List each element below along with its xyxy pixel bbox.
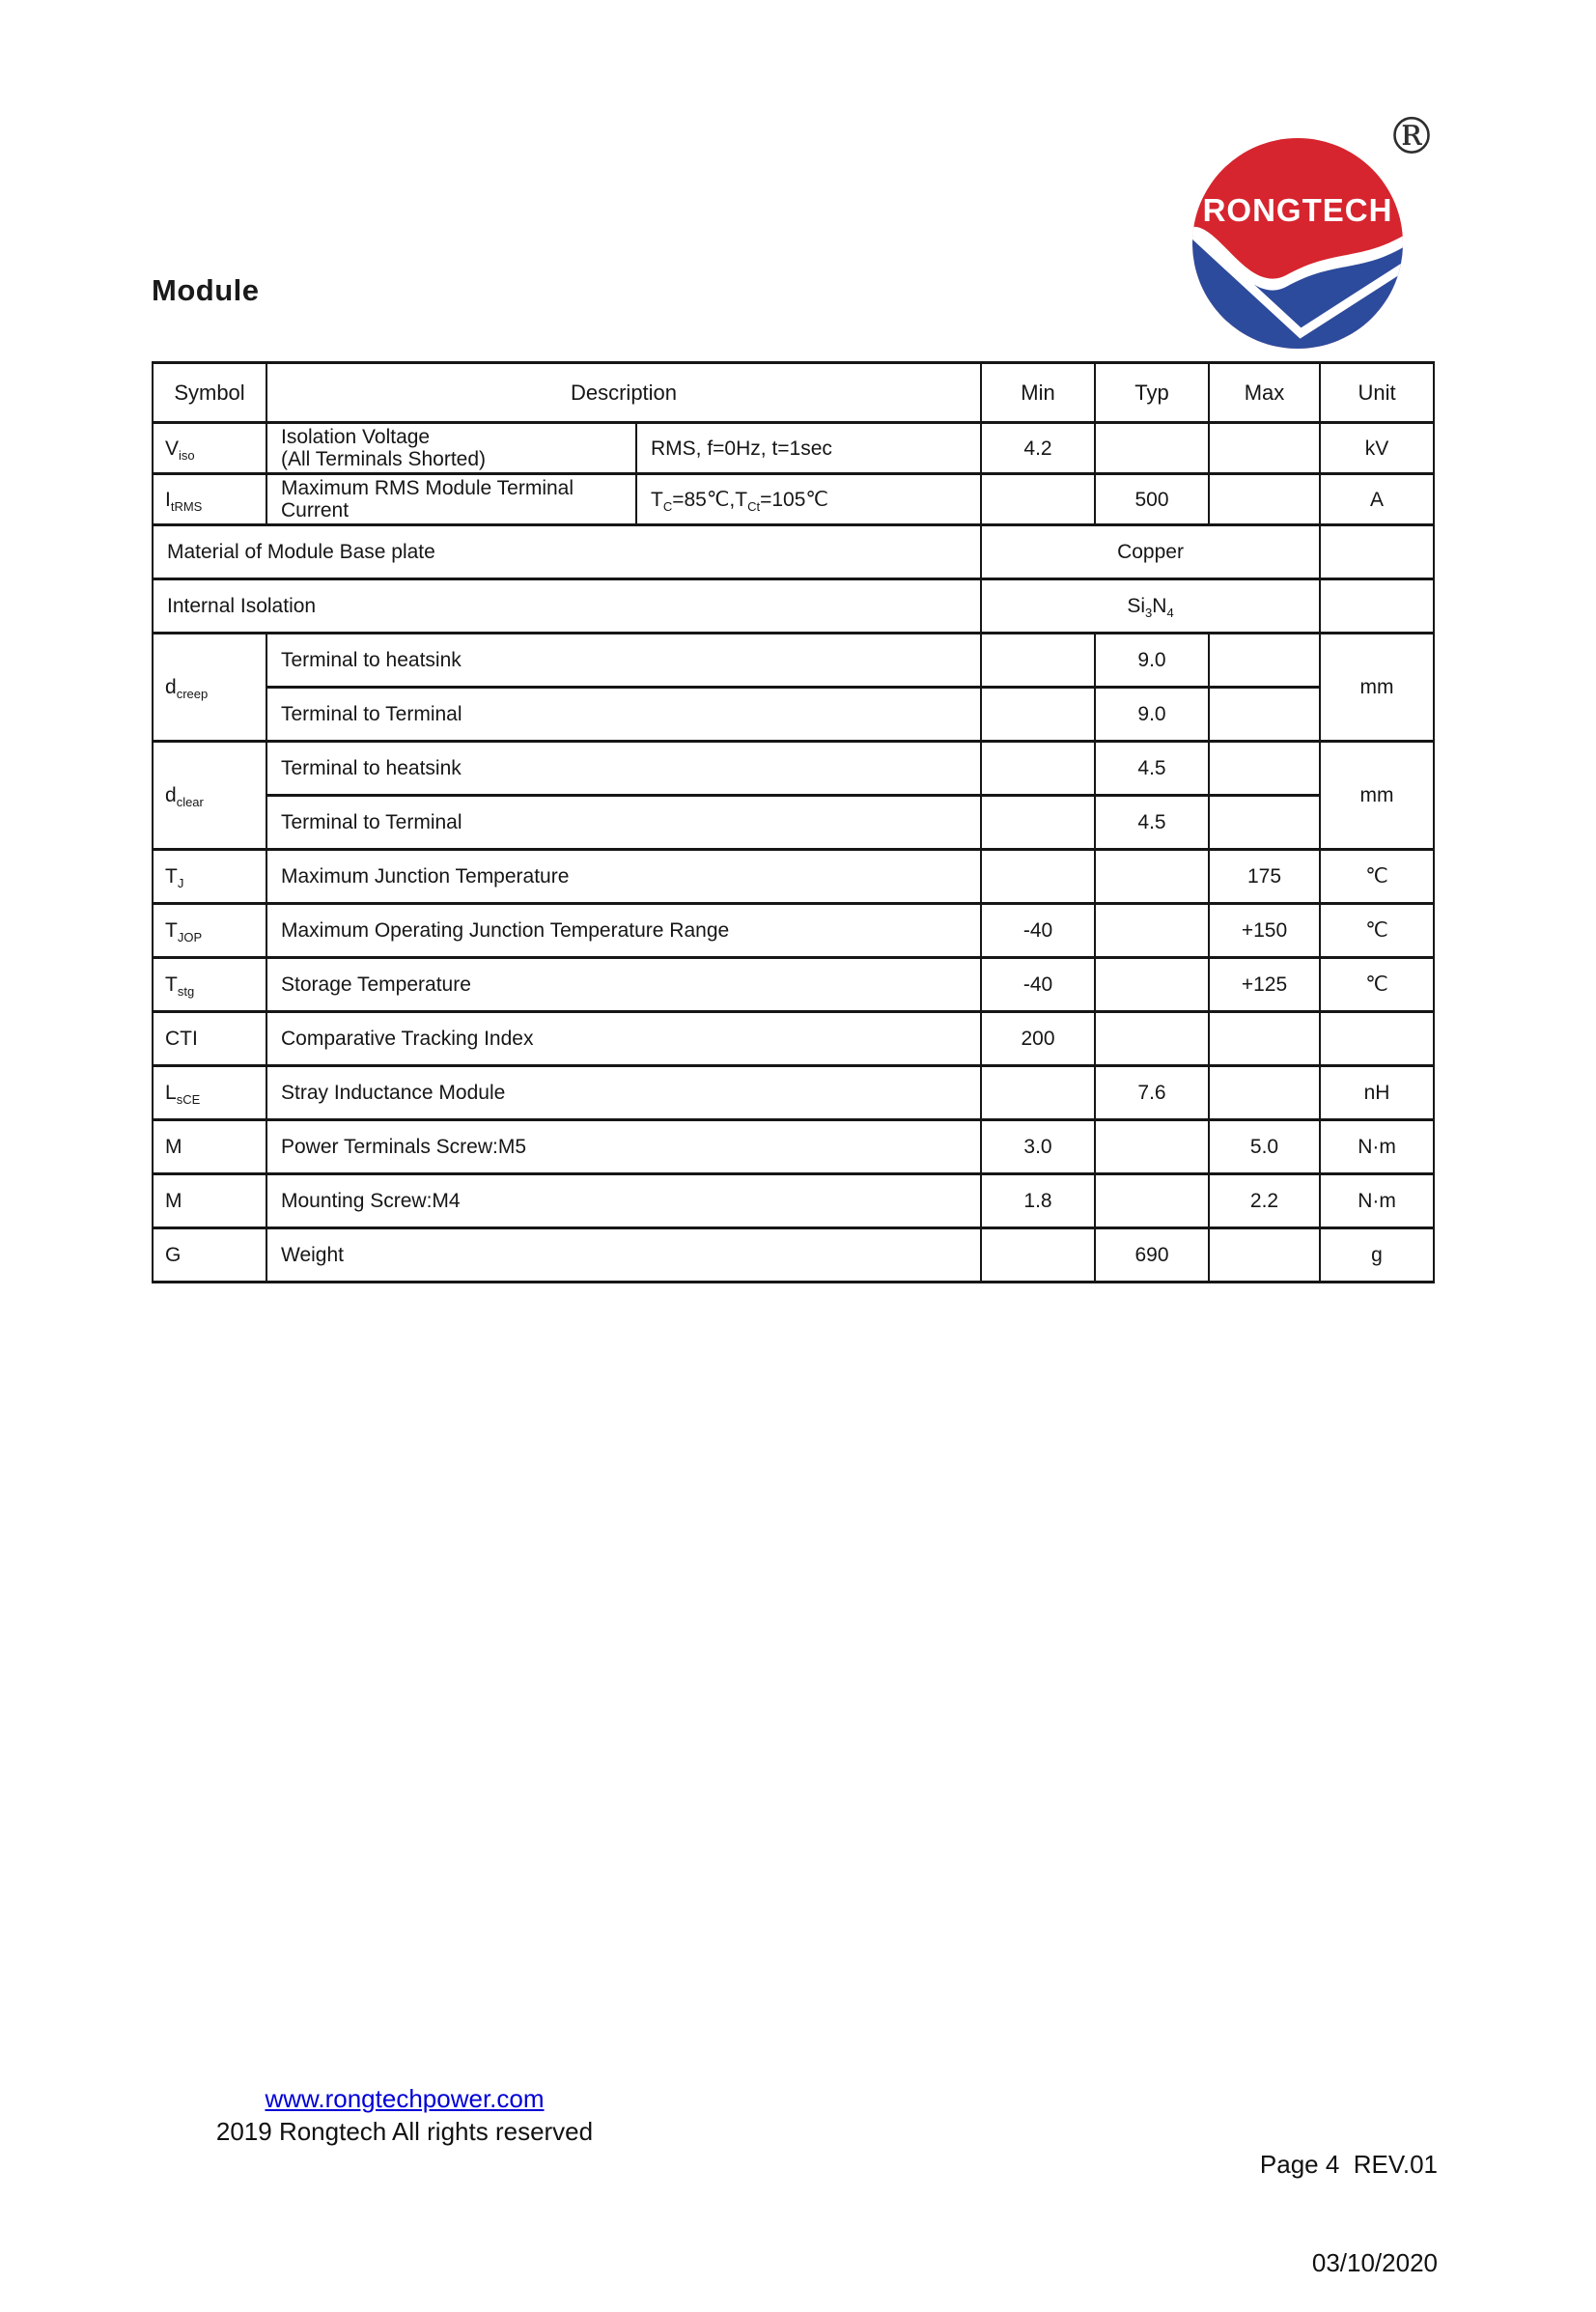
cell-cti-symbol: CTI xyxy=(153,1012,266,1066)
table-header-row xyxy=(153,363,1434,423)
cell-dcreep-max-1 xyxy=(1209,634,1320,688)
cell-tj-typ xyxy=(1095,850,1209,904)
cell-itrms-unit: A xyxy=(1320,474,1434,525)
table-row xyxy=(153,579,1434,634)
cell-tstg-symbol: $T_{stg}$ xyxy=(153,958,266,1012)
cell-tj-unit: ℃ xyxy=(1320,850,1434,904)
cell-g-min xyxy=(981,1228,1095,1283)
cell-itrms-min xyxy=(981,474,1095,525)
cell-m5-min: 3.0 xyxy=(981,1120,1095,1174)
col-header-typ: Typ xyxy=(1095,363,1209,423)
cell-dcreep-typ-2: 9.0 xyxy=(1095,688,1209,742)
cell-lsce-unit: nH xyxy=(1320,1066,1434,1120)
cell-dclear-min-2 xyxy=(981,796,1095,850)
table-row xyxy=(153,1174,1434,1228)
table-row xyxy=(153,1228,1434,1283)
col-header-max: Max xyxy=(1209,363,1320,423)
cell-dcreep-description-1: Terminal to heatsink xyxy=(266,634,981,688)
cell-tstg-min: -40 xyxy=(981,958,1095,1012)
cell-g-max xyxy=(1209,1228,1320,1283)
cell-tstg-typ xyxy=(1095,958,1209,1012)
cell-dclear-description-2: Terminal to Terminal xyxy=(266,796,981,850)
cell-tj-description: Maximum Junction Temperature xyxy=(266,850,981,904)
cell-dclear-symbol: $d_{clear}$ xyxy=(153,742,266,850)
cell-tstg-description: Storage Temperature xyxy=(266,958,981,1012)
cell-isolation-unit xyxy=(1320,579,1434,634)
footer-right xyxy=(1260,2082,1438,2312)
table-row xyxy=(153,688,1434,742)
cell-itrms-condition: $T_C=85℃,T_{Ct}=105℃$ xyxy=(636,474,981,525)
table-row xyxy=(153,1066,1434,1120)
logo-brand-text: RONGTECH xyxy=(1202,192,1393,228)
cell-m4-description: Mounting Screw:M4 xyxy=(266,1174,981,1228)
col-header-unit: Unit xyxy=(1320,363,1434,423)
cell-viso-min: 4.2 xyxy=(981,423,1095,474)
cell-isolation-value: $Si_3N_4$ xyxy=(981,579,1320,634)
cell-viso-description: Isolation Voltage (All Terminals Shorted) xyxy=(266,423,636,474)
copyright-text: 2019 Rongtech All rights reserved xyxy=(215,2117,594,2146)
page-number-text: Page 4 REV.01 xyxy=(1259,2150,1438,2179)
module-spec-table xyxy=(152,361,1435,1283)
rongtech-logo xyxy=(1191,108,1437,350)
cell-dclear-max-1 xyxy=(1209,742,1320,796)
cell-tj-symbol: $T_J$ xyxy=(153,850,266,904)
cell-tjop-max: +150 xyxy=(1209,904,1320,958)
table-row xyxy=(153,525,1434,579)
cell-viso-max xyxy=(1209,423,1320,474)
cell-g-unit: g xyxy=(1320,1228,1434,1283)
cell-cti-unit xyxy=(1320,1012,1434,1066)
rongtech-logo-icon xyxy=(1191,137,1404,350)
cell-m4-symbol: M xyxy=(153,1174,266,1228)
cell-m5-unit: N·m xyxy=(1320,1120,1434,1174)
cell-dcreep-typ-1: 9.0 xyxy=(1095,634,1209,688)
cell-tstg-unit: ℃ xyxy=(1320,958,1434,1012)
footer-left xyxy=(210,2082,599,2148)
col-header-symbol: Symbol xyxy=(153,363,266,423)
table-row xyxy=(153,1012,1434,1066)
cell-m4-max: 2.2 xyxy=(1209,1174,1320,1228)
table-row xyxy=(153,796,1434,850)
cell-tjop-symbol: $T_{JOP}$ xyxy=(153,904,266,958)
table-row xyxy=(153,634,1434,688)
cell-dclear-unit: mm xyxy=(1320,742,1434,850)
cell-m4-typ xyxy=(1095,1174,1209,1228)
cell-viso-unit: kV xyxy=(1320,423,1434,474)
cell-dcreep-symbol: $d_{creep}$ xyxy=(153,634,266,742)
cell-m4-min: 1.8 xyxy=(981,1174,1095,1228)
cell-cti-max xyxy=(1209,1012,1320,1066)
cell-cti-typ xyxy=(1095,1012,1209,1066)
table-row xyxy=(153,904,1434,958)
cell-material-value: Copper xyxy=(981,525,1320,579)
table-row xyxy=(153,423,1434,474)
cell-lsce-min xyxy=(981,1066,1095,1120)
cell-cti-description: Comparative Tracking Index xyxy=(266,1012,981,1066)
cell-material-description: Material of Module Base plate xyxy=(153,525,981,579)
cell-dclear-min-1 xyxy=(981,742,1095,796)
cell-lsce-symbol: $L_{sCE}$ xyxy=(153,1066,266,1120)
cell-lsce-typ: 7.6 xyxy=(1095,1066,1209,1120)
table-row xyxy=(153,958,1434,1012)
page-title: Module xyxy=(152,273,260,307)
cell-dclear-description-1: Terminal to heatsink xyxy=(266,742,981,796)
cell-tj-min xyxy=(981,850,1095,904)
cell-cti-min: 200 xyxy=(981,1012,1095,1066)
registered-trademark-icon: ® xyxy=(1386,108,1437,166)
cell-tjop-min: -40 xyxy=(981,904,1095,958)
cell-tjop-description: Maximum Operating Junction Temperature Range xyxy=(266,904,981,958)
cell-m4-unit: N·m xyxy=(1320,1174,1434,1228)
cell-m5-description: Power Terminals Screw:M5 xyxy=(266,1120,981,1174)
cell-viso-condition: RMS, f=0Hz, t=1sec xyxy=(636,423,981,474)
cell-g-typ: 690 xyxy=(1095,1228,1209,1283)
cell-material-unit xyxy=(1320,525,1434,579)
cell-isolation-description: Internal Isolation xyxy=(153,579,981,634)
date-text: 03/10/2020 xyxy=(1311,2248,1438,2277)
cell-tjop-typ xyxy=(1095,904,1209,958)
col-header-min: Min xyxy=(981,363,1095,423)
cell-tj-max: 175 xyxy=(1209,850,1320,904)
cell-viso-typ xyxy=(1095,423,1209,474)
cell-itrms-description: Maximum RMS Module Terminal Current xyxy=(266,474,636,525)
website-link[interactable]: www.rongtechpower.com xyxy=(265,2084,545,2113)
cell-dclear-typ-2: 4.5 xyxy=(1095,796,1209,850)
cell-m5-max: 5.0 xyxy=(1209,1120,1320,1174)
table-row xyxy=(153,1120,1434,1174)
cell-m5-symbol: M xyxy=(153,1120,266,1174)
cell-g-symbol: G xyxy=(153,1228,266,1283)
table-row xyxy=(153,474,1434,525)
cell-itrms-max xyxy=(1209,474,1320,525)
cell-lsce-max xyxy=(1209,1066,1320,1120)
col-header-description: Description xyxy=(266,363,981,423)
cell-lsce-description: Stray Inductance Module xyxy=(266,1066,981,1120)
table-row xyxy=(153,742,1434,796)
cell-tjop-unit: ℃ xyxy=(1320,904,1434,958)
cell-itrms-typ: 500 xyxy=(1095,474,1209,525)
cell-g-description: Weight xyxy=(266,1228,981,1283)
cell-dcreep-min-2 xyxy=(981,688,1095,742)
cell-dcreep-unit: mm xyxy=(1320,634,1434,742)
table-row xyxy=(153,850,1434,904)
cell-dclear-max-2 xyxy=(1209,796,1320,850)
cell-viso-symbol: $V_{iso}$ xyxy=(153,423,266,474)
cell-dcreep-max-2 xyxy=(1209,688,1320,742)
cell-m5-typ xyxy=(1095,1120,1209,1174)
cell-tstg-max: +125 xyxy=(1209,958,1320,1012)
cell-itrms-symbol: $I_{tRMS}$ xyxy=(153,474,266,525)
cell-dcreep-description-2: Terminal to Terminal xyxy=(266,688,981,742)
cell-dcreep-min-1 xyxy=(981,634,1095,688)
cell-dclear-typ-1: 4.5 xyxy=(1095,742,1209,796)
